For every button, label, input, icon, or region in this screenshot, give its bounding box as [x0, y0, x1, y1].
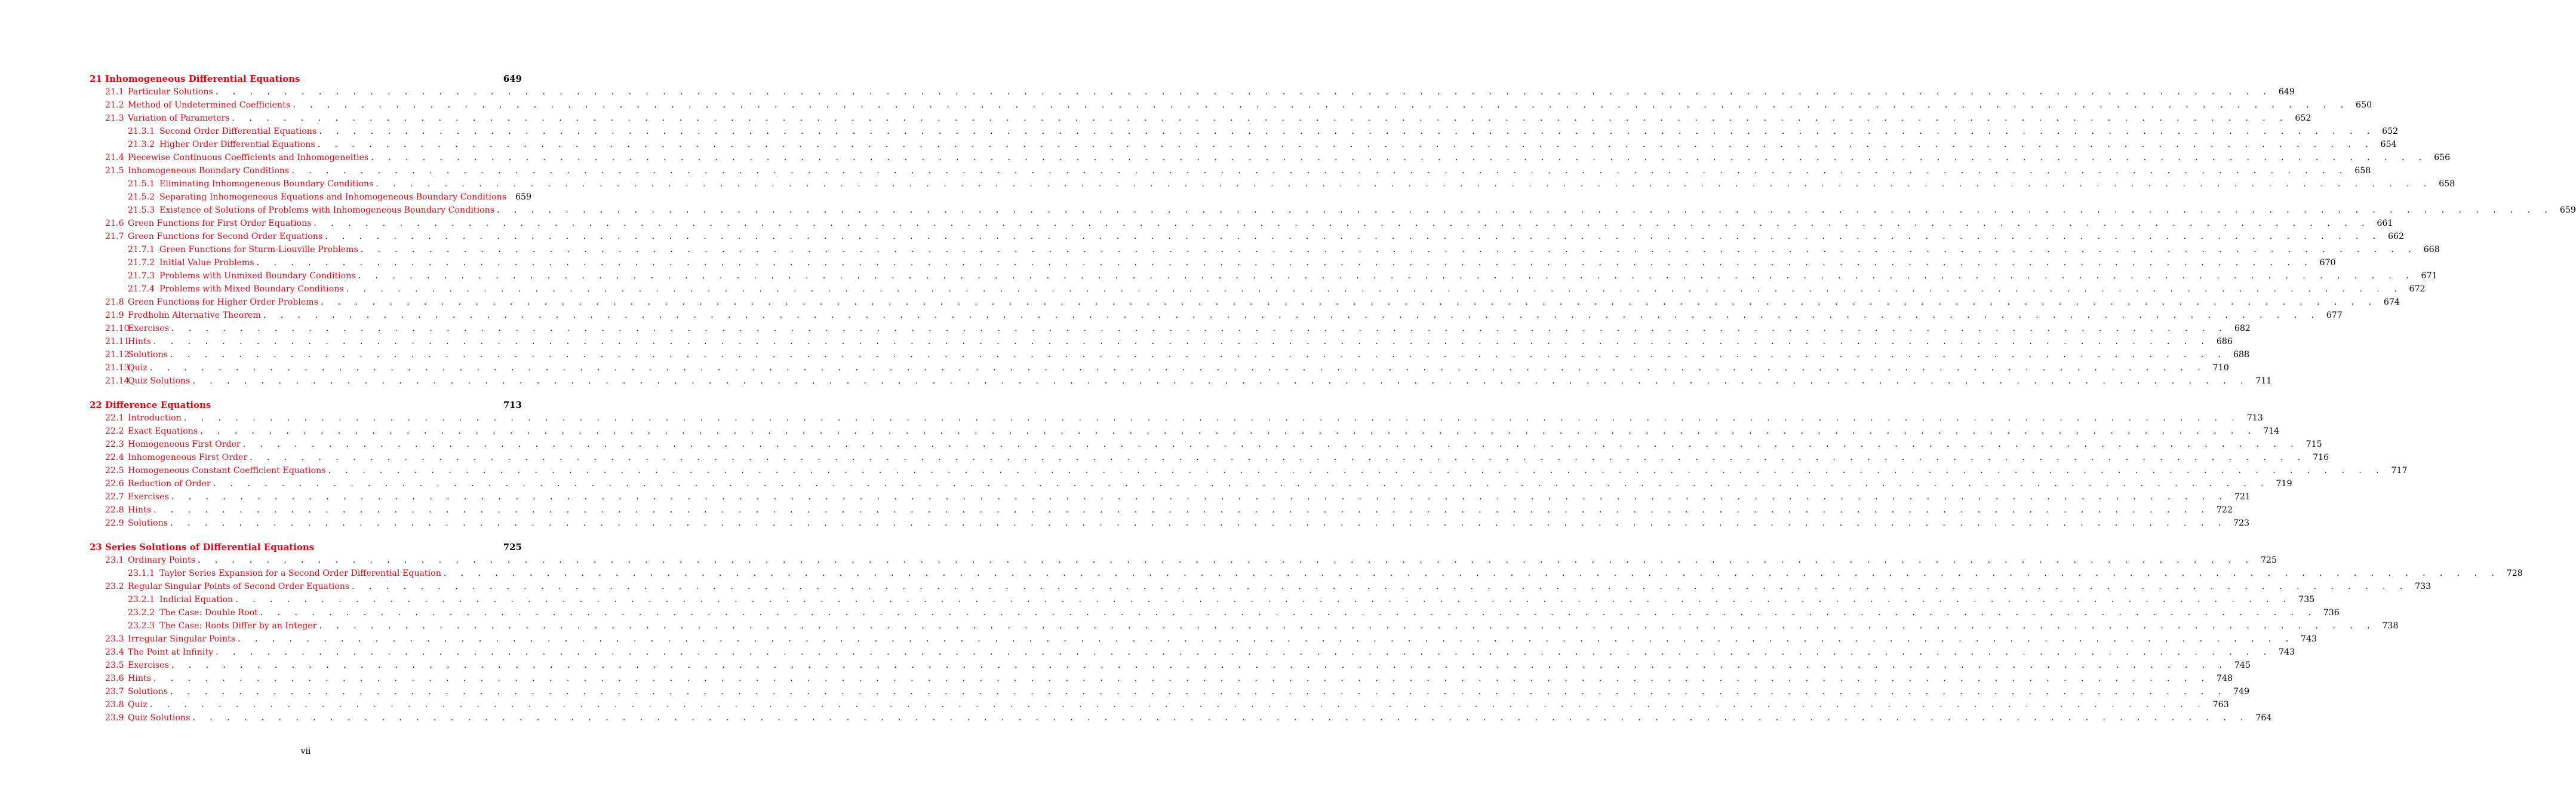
dot-leader: . . . . . . . . . . . . . . . . . . . . . . . . . . . . . . . . . . . . . . . . . . . . . . . . . . . . . . . . . . . . . . . . . . . . . . . . . . . . . . . . . . . . . . . . . . . . . . . . . . . . . . . . . . . . . . . . . . . . . . . .	[352, 582, 2409, 591]
dot-leader: . . . . . . . . . . . . . . . . . . . . . . . . . . . . . . . . . . . . . . . . . . . . . . . . . . . . . . . . . . . . . . . . . . . . . . . . . . . . . . . . . . . . . . . . . . . . . . . . . . . . . . . . . . . . . . . . . . . . . . . .	[171, 324, 2228, 333]
toc-section-link[interactable]	[90, 698, 2229, 711]
entry-page-number: 659	[2559, 205, 2576, 215]
entry-number: 21.5	[105, 166, 124, 176]
entry-number: 22.2	[105, 426, 124, 436]
entry-title: Green Functions for Sturm-Liouville Problems	[159, 245, 358, 254]
table-of-contents	[90, 72, 2576, 735]
entry-number: 23.4	[105, 647, 124, 657]
chapter-heading-link[interactable]	[90, 541, 522, 554]
entry-title: Higher Order Differential Equations	[159, 140, 315, 149]
dot-leader: . . . . . . . . . . . . . . . . . . . . . . . . . . . . . . . . . . . . . . . . . . . . . . . . . . . . . . . . . . . . . . . . . . . . . . . . . . . . . . . . . . . . . . . . . . . . . . . . . . . . . . . . . . . . . . . . . . . . . . . .	[358, 271, 2415, 281]
toc-subsection-link[interactable]	[90, 567, 2523, 580]
entry-title: Problems with Mixed Boundary Conditions	[159, 284, 344, 294]
entry-page-number: 764	[2255, 713, 2272, 723]
entry-title: Quiz Solutions	[128, 713, 190, 723]
entry-page-number: 714	[2263, 426, 2280, 436]
toc-section-link[interactable]	[90, 711, 2272, 725]
entry-title: Solutions	[128, 687, 168, 696]
entry-title: Hints	[128, 337, 152, 346]
entry-title: Homogeneous Constant Coefficient Equations	[128, 466, 326, 475]
entry-number: 22.1	[105, 413, 124, 423]
chapter-title: Inhomogeneous Differential Equations	[105, 73, 300, 84]
entry-page-number: 745	[2234, 661, 2251, 670]
toc-section-link[interactable]	[90, 685, 2250, 698]
toc-section-link[interactable]	[90, 412, 2263, 425]
toc-section-link[interactable]	[90, 112, 2311, 125]
entry-page-number: 658	[2354, 166, 2371, 176]
entry-number: 21.3	[105, 113, 124, 123]
entry-number: 23.5	[105, 661, 124, 670]
entry-title: Irregular Singular Points	[128, 634, 236, 644]
entry-title: Initial Value Problems	[159, 258, 254, 268]
entry-title: Exercises	[128, 492, 169, 502]
entry-number: 21.4	[105, 153, 124, 162]
entry-number: 22.6	[105, 479, 124, 489]
dot-leader: . . . . . . . . . . . . . . . . . . . . . . . . . . . . . . . . . . . . . . . . . . . . . . . . . . . . . . . . . . . . . . . . . . . . . . . . . . . . . . . . . . . . . . . . . . . . . . . . . . . . . . . . . . . . . . . . . . . . . . . .	[376, 179, 2433, 189]
toc-section-link[interactable]	[90, 659, 2251, 672]
entry-title: Piecewise Continuous Coefficients and Inhomogeneities	[128, 153, 369, 162]
dot-leader: . . . . . . . . . . . . . . . . . . . . . . . . . . . . . . . . . . . . . . . . . . . . . . . . . . . . . . . . . . . . . . . . . . . . . . . . . . . . . . . . . . . . . . . . . . . . . . . . . . . . . . . . . . . . . . . . . . . . . . . .	[313, 219, 2371, 228]
entry-page-number: 659	[515, 192, 532, 202]
chapter-block	[90, 72, 2576, 388]
entry-title: Quiz	[128, 363, 147, 373]
toc-section-link[interactable]	[90, 438, 2322, 451]
entry-page-number: 748	[2216, 674, 2233, 683]
entry-number: 21.10	[105, 324, 130, 333]
dot-leader: . . . . . . . . . . . . . . . . . . . . . . . . . . . . . . . . . . . . . . . . . . . . . . . . . . . . . . . . . . . . . . . . . . . . . . . . . . . . . . . . . . . . . . . . . . . . . . . . . . . . . . . . . . . . . . . . . . . . . . . .	[232, 113, 2289, 123]
toc-section-link[interactable]	[90, 296, 2400, 309]
entry-title: Regular Singular Points of Second Order Equations	[128, 582, 350, 591]
dot-leader: . . . . . . . . . . . . . . . . . . . . . . . . . . . . . . . . . . . . . . . . . . . . . . . . . . . . . . . . . . . . . . . . . . . . . . . . . . . . . . . . . . . . . . . . . . . . . . . . . . . . . . . . . . . . . . . . . . . . . . . .	[291, 166, 2348, 176]
dot-leader: . . . . . . . . . . . . . . . . . . . . . . . . . . . . . . . . . . . . . . . . . . . . . . . . . . . . . . . . . . . . . . . . . . . . . . . . . . . . . . . . . . . . . . . . . . . . . . . . . . . . . . . . . . . . . . . . . . . . . . . .	[198, 555, 2255, 565]
entry-title: Separating Inhomogeneous Equations and Inhomogeneous Boundary Conditions	[159, 192, 507, 202]
entry-title: Variation of Parameters	[128, 113, 230, 123]
dot-leader: . . . . . . . . . . . . . . . . . . . . . . . . . . . . . . . . . . . . . . . . . . . . . . . . . . . . . . . . . . . . . . . . . . . . . . . . . . . . . . . . . . . . . . . . . . . . . . . . . . . . . . . . . . . . . . . . . . . . . . . .	[215, 87, 2272, 97]
entry-number: 21.5.1	[128, 179, 155, 189]
chapter-page-number: 725	[503, 542, 522, 552]
chapter-title: Series Solutions of Differential Equations	[105, 542, 315, 552]
toc-subsection-link[interactable]	[90, 606, 2340, 619]
dot-leader: . . . . . . . . . . . . . . . . . . . . . . . . . . . . . . . . . . . . . . . . . . . . . . . . . . . . . . . . . . . . . . . . . . . . . . . . . . . . . . . . . . . . . . . . . . . . . . . . . . . . . . . . . . . . . . . . . . . . . . . .	[171, 661, 2228, 670]
toc-section-link[interactable]	[90, 151, 2451, 164]
entry-number: 21.7.3	[128, 271, 155, 281]
entry-title: The Case: Double Root	[159, 608, 258, 618]
toc-section-link[interactable]	[90, 580, 2431, 593]
entry-page-number: 716	[2313, 453, 2329, 462]
chapter-heading-link[interactable]	[90, 72, 522, 85]
dot-leader: . . . . . . . . . . . . . . . . . . . . . . . . . . . . . . . . . . . . . . . . . . . . . . . . . . . . . . . . . . . . . . . . . . . . . . . . . . . . . . . . . . . . . . . . . . . . . . . . . . . . . . . . . . . . . . . . . . . . . . . .	[371, 153, 2428, 162]
chapter-number: 22	[90, 400, 102, 410]
entry-page-number: 736	[2323, 608, 2340, 618]
entry-page-number: 738	[2382, 621, 2399, 631]
dot-leader: . . . . . . . . . . . . . . . . . . . . . . . . . . . . . . . . . . . . . . . . . . . . . . . . . . . . . . . . . . . . . . . . . . . . . . . . . . . . . . . . . . . . . . . . . . . . . . . . . . . . . . . . . . . . . . . . . . . . . . . .	[497, 205, 2553, 215]
dot-leader: . . . . . . . . . . . . . . . . . . . . . . . . . . . . . . . . . . . . . . . . . . . . . . . . . . . . . . . . . . . . . . . . . . . . . . . . . . . . . . . . . . . . . . . . . . . . . . . . . . . . . . . . . . . . . . . . . . . . . . . .	[346, 284, 2403, 294]
entry-title: The Point at Infinity	[128, 647, 214, 657]
entry-title: Solutions	[128, 518, 168, 528]
toc-subsection-link[interactable]	[90, 593, 2315, 606]
entry-title: Existence of Solutions of Problems with Inhomogeneous Boundary Conditions	[159, 205, 495, 215]
entry-number: 21.7.1	[128, 245, 155, 254]
entry-number: 23.6	[105, 674, 124, 683]
entry-page-number: 728	[2506, 569, 2523, 578]
dot-leader: . . . . . . . . . . . . . . . . . . . . . . . . . . . . . . . . . . . . . . . . . . . . . . . . . . . . . . . . . . . . . . . . . . . . . . . . . . . . . . . . . . . . . . . . . . . . . . . . . . . . . . . . . . . . . . . . . . . . . . . .	[319, 621, 2376, 631]
entry-page-number: 671	[2421, 271, 2437, 281]
entry-number: 23.1.1	[128, 569, 155, 578]
entry-page-number: 743	[2301, 634, 2317, 644]
toc-subsection-link[interactable]	[90, 283, 2426, 296]
dot-leader: . . . . . . . . . . . . . . . . . . . . . . . . . . . . . . . . . . . . . . . . . . . . . . . . . . . . . . . . . . . . . . . . . . . . . . . . . . . . . . . . . . . . . . . . . . . . . . . . . . . . . . . . . . . . . . . . . . . . . . . .	[321, 297, 2377, 307]
entry-number: 21.6	[105, 219, 124, 228]
entry-title: Green Functions for Higher Order Problems	[128, 297, 319, 307]
dot-leader: . . . . . . . . . . . . . . . . . . . . . . . . . . . . . . . . . . . . . . . . . . . . . . . . . . . . . . . . . . . . . . . . . . . . . . . . . . . . . . . . . . . . . . . . . . . . . . . . . . . . . . . . . . . . . . . . . . . . . . . .	[235, 595, 2292, 604]
chapter-page-number: 713	[503, 400, 522, 410]
entry-number: 22.7	[105, 492, 124, 502]
entry-title: Hints	[128, 505, 152, 515]
entry-page-number: 649	[2278, 87, 2295, 97]
entry-page-number: 652	[2295, 113, 2311, 123]
entry-title: Taylor Series Expansion for a Second Order Differential Equation	[159, 569, 441, 578]
dot-leader: . . . . . . . . . . . . . . . . . . . . . . . . . . . . . . . . . . . . . . . . . . . . . . . . . . . . . . . . . . . . . . . . . . . . . . . . . . . . . . . . . . . . . . . . . . . . . . . . . . . . . . . . . . . . . . . . . . . . . . . .	[256, 258, 2313, 268]
entry-number: 23.2.2	[128, 608, 155, 618]
toc-section-link[interactable]	[90, 554, 2277, 567]
entry-page-number: 763	[2212, 700, 2229, 710]
chapter-number: 21	[90, 73, 102, 84]
dot-leader: . . . . . . . . . . . . . . . . . . . . . . . . . . . . . . . . . . . . . . . . . . . . . . . . . . . . . . . . . . . . . . . . . . . . . . . . . . . . . . . . . . . . . . . . . . . . . . . . . . . . . . . . . . . . . . . . . . . . . . . .	[149, 700, 2206, 710]
entry-number: 23.9	[105, 713, 124, 723]
entry-number: 22.3	[105, 440, 124, 449]
entry-page-number: 711	[2255, 376, 2272, 386]
entry-page-number: 654	[2380, 140, 2397, 149]
entry-page-number: 719	[2276, 479, 2292, 489]
entry-title: Exercises	[128, 324, 169, 333]
toc-section-link[interactable]	[90, 361, 2229, 374]
entry-number: 21.5.2	[128, 192, 155, 202]
entry-title: Method of Undetermined Coefficients	[128, 100, 291, 110]
toc-section-link[interactable]	[90, 464, 2408, 477]
toc-section-link[interactable]	[90, 646, 2295, 659]
chapter-number: 23	[90, 542, 102, 552]
entry-number: 23.2.3	[128, 621, 155, 631]
entry-number: 23.1	[105, 555, 124, 565]
dot-leader: . . . . . . . . . . . . . . . . . . . . . . . . . . . . . . . . . . . . . . . . . . . . . . . . . . . . . . . . . . . . . . . . . . . . . . . . . . . . . . . . . . . . . . . . . . . . . . . . . . . . . . . . . . . . . . . . . . . . . . . .	[328, 466, 2385, 475]
entry-number: 23.8	[105, 700, 124, 710]
dot-leader: . . . . . . . . . . . . . . . . . . . . . . . . . . . . . . . . . . . . . . . . . . . . . . . . . . . . . . . . . . . . . . . . . . . . . . . . . . . . . . . . . . . . . . . . . . . . . . . . . . . . . . . . . . . . . . . . . . . . . . . .	[360, 245, 2417, 254]
entry-title: Exercises	[128, 661, 169, 670]
toc-subsection-link[interactable]	[90, 191, 532, 204]
entry-number: 21.14	[105, 376, 130, 386]
toc-section-link[interactable]	[90, 425, 2280, 438]
dot-leader: . . . . . . . . . . . . . . . . . . . . . . . . . . . . . . . . . . . . . . . . . . . . . . . . . . . . . . . . . . . . . . . . . . . . . . . . . . . . . . . . . . . . . . . . . . . . . . . . . . . . . . . . . . . . . . . . . . . . . . . .	[170, 350, 2227, 360]
chapter-page-number: 649	[503, 73, 522, 84]
dot-leader: . . . . . . . . . . . . . . . . . . . . . . . . . . . . . . . . . . . . . . . . . . . . . . . . . . . . . . . . . . . . . . . . . . . . . . . . . . . . . . . . . . . . . . . . . . . . . . . . . . . . . . . . . . . . . . . . . . . . . . . .	[250, 453, 2307, 462]
entry-number: 23.2.1	[128, 595, 155, 604]
dot-leader: . . . . . . . . . . . . . . . . . . . . . . . . . . . . . . . . . . . . . . . . . . . . . . . . . . . . . . . . . . . . . . . . . . . . . . . . . . . . . . . . . . . . . . . . . . . . . . . . . . . . . . . . . . . . . . . . . . . . . . . .	[319, 127, 2376, 136]
toc-section-link[interactable]	[90, 99, 2372, 112]
dot-leader: . . . . . . . . . . . . . . . . . . . . . . . . . . . . . . . . . . . . . . . . . . . . . . . . . . . . . . . . . . . . . . . . . . . . . . . . . . . . . . . . . . . . . . . . . . . . . . . . . . . . . . . . . . . . . . . . . . . . . . . .	[293, 100, 2350, 110]
chapter-block	[90, 398, 2408, 530]
toc-section-link[interactable]	[90, 164, 2371, 177]
entry-page-number: 674	[2383, 297, 2400, 307]
entry-page-number: 650	[2356, 100, 2372, 110]
entry-number: 21.11	[105, 337, 130, 346]
dot-leader: . . . . . . . . . . . . . . . . . . . . . . . . . . . . . . . . . . . . . . . . . . . . . . . . . . . . . . . . . . . . . . . . . . . . . . . . . . . . . . . . . . . . . . . . . . . . . . . . . . . . . . . . . . . . . . . . . . . . . . . .	[216, 647, 2273, 657]
dot-leader: . . . . . . . . . . . . . . . . . . . . . . . . . . . . . . . . . . . . . . . . . . . . . . . . . . . . . . . . . . . . . . . . . . . . . . . . . . . . . . . . . . . . . . . . . . . . . . . . . . . . . . . . . . . . . . . . . . . . . . . .	[183, 413, 2240, 423]
chapter-block	[90, 541, 2523, 725]
entry-title: Green Functions for First Order Equations	[128, 219, 312, 228]
toc-section-link[interactable]	[90, 477, 2292, 490]
dot-leader: . . . . . . . . . . . . . . . . . . . . . . . . . . . . . . . . . . . . . . . . . . . . . . . . . . . . . . . . . . . . . . . . . . . . . . . . . . . . . . . . . . . . . . . . . . . . . . . . . . . . . . . . . . . . . . . . . . . . . . . .	[170, 687, 2227, 696]
entry-number: 21.3.1	[128, 127, 155, 136]
entry-page-number: 749	[2233, 687, 2250, 696]
dot-leader: . . . . . . . . . . . . . . . . . . . . . . . . . . . . . . . . . . . . . . . . . . . . . . . . . . . . . . . . . . . . . . . . . . . . . . . . . . . . . . . . . . . . . . . . . . . . . . . . . . . . . . . . . . . . . . . . . . . . . . . .	[153, 674, 2210, 683]
dot-leader: . . . . . . . . . . . . . . . . . . . . . . . . . . . . . . . . . . . . . . . . . . . . . . . . . . . . . . . . . . . . . . . . . . . . . . . . . . . . . . . . . . . . . . . . . . . . . . . . . . . . . . . . . . . . . . . . . . . . . . . .	[153, 505, 2210, 515]
entry-page-number: 710	[2212, 363, 2229, 373]
entry-title: Hints	[128, 674, 152, 683]
entry-number: 23.2	[105, 582, 124, 591]
entry-page-number: 686	[2216, 337, 2233, 346]
entry-number: 21.5.3	[128, 205, 155, 215]
entry-title: Exact Equations	[128, 426, 198, 436]
chapter-title: Difference Equations	[105, 400, 211, 410]
toc-subsection-link[interactable]	[90, 138, 2397, 151]
entry-number: 21.12	[105, 350, 130, 360]
dot-leader: . . . . . . . . . . . . . . . . . . . . . . . . . . . . . . . . . . . . . . . . . . . . . . . . . . . . . . . . . . . . . . . . . . . . . . . . . . . . . . . . . . . . . . . . . . . . . . . . . . . . . . . . . . . . . . . . . . . . . . . .	[149, 363, 2206, 373]
entry-number: 21.7.2	[128, 258, 155, 268]
entry-page-number: 658	[2439, 179, 2455, 189]
entry-page-number: 672	[2409, 284, 2426, 294]
entry-page-number: 722	[2216, 505, 2233, 515]
toc-section-link[interactable]	[90, 374, 2272, 388]
entry-number: 22.5	[105, 466, 124, 475]
toc-section-link[interactable]	[90, 517, 2250, 530]
dot-leader: . . . . . . . . . . . . . . . . . . . . . . . . . . . . . . . . . . . . . . . . . . . . . . . . . . . . . . . . . . . . . . . . . . . . . . . . . . . . . . . . . . . . . . . . . . . . . . . . . . . . . . . . . . . . . . . . . . . . . . . .	[192, 713, 2249, 723]
toc-subsection-link[interactable]	[90, 243, 2440, 256]
dot-leader: . . . . . . . . . . . . . . . . . . . . . . . . . . . . . . . . . . . . . . . . . . . . . . . . . . . . . . . . . . . . . . . . . . . . . . . . . . . . . . . . . . . . . . . . . . . . . . . . . . . . . . . . . . . . . . . . . . . . . . . .	[170, 518, 2227, 528]
entry-page-number: 682	[2234, 324, 2251, 333]
dot-leader: . . . . . . . . . . . . . . . . . . . . . . . . . . . . . . . . . . . . . . . . . . . . . . . . . . . . . . . . . . . . . . . . . . . . . . . . . . . . . . . . . . . . . . . . . . . . . . . . . . . . . . . . . . . . . . . . . . . . . . . .	[317, 140, 2374, 149]
toc-section-link[interactable]	[90, 633, 2317, 646]
entry-title: Solutions	[128, 350, 168, 360]
toc-section-link[interactable]	[90, 217, 2393, 230]
entry-number: 21.9	[105, 311, 124, 320]
entry-page-number: 725	[2260, 555, 2277, 565]
entry-page-number: 661	[2377, 219, 2393, 228]
dot-leader: . . . . . . . . . . . . . . . . . . . . . . . . . . . . . . . . . . . . . . . . . . . . . . . . . . . . . . . . . . . . . . . . . . . . . . . . . . . . . . . . . . . . . . . . . . . . . . . . . . . . . . . . . . . . . . . . . . . . . . . .	[171, 492, 2228, 502]
toc-section-link[interactable]	[90, 309, 2343, 322]
entry-page-number: 743	[2279, 647, 2295, 657]
entry-number: 22.4	[105, 453, 124, 462]
entry-page-number: 735	[2298, 595, 2315, 604]
entry-number: 21.13	[105, 363, 130, 373]
entry-title: Quiz	[128, 700, 147, 710]
entry-page-number: 677	[2326, 311, 2343, 320]
entry-number: 21.7	[105, 232, 124, 241]
entry-number: 21.7.4	[128, 284, 155, 294]
entry-title: Ordinary Points	[128, 555, 196, 565]
toc-section-link[interactable]	[90, 85, 2295, 99]
entry-page-number: 688	[2233, 350, 2250, 360]
dot-leader: . . . . . . . . . . . . . . . . . . . . . . . . . . . . . . . . . . . . . . . . . . . . . . . . . . . . . . . . . . . . . . . . . . . . . . . . . . . . . . . . . . . . . . . . . . . . . . . . . . . . . . . . . . . . . . . . . . . . . . . .	[263, 311, 2320, 320]
dot-leader: . . . . . . . . . . . . . . . . . . . . . . . . . . . . . . . . . . . . . . . . . . . . . . . . . . . . . . . . . . . . . . . . . . . . . . . . . . . . . . . . . . . . . . . . . . . . . . . . . . . . . . . . . . . . . . . . . . . . . . . .	[213, 479, 2270, 489]
toc-subsection-link[interactable]	[90, 204, 2576, 217]
toc-subsection-link[interactable]	[90, 177, 2455, 191]
dot-leader: . . . . . . . . . . . . . . . . . . . . . . . . . . . . . . . . . . . . . . . . . . . . . . . . . . . . . . . . . . . . . . . . . . . . . . . . . . . . . . . . . . . . . . . . . . . . . . . . . . . . . . . . . . . . . . . . . . . . . . . .	[153, 337, 2210, 346]
entry-title: Introduction	[128, 413, 182, 423]
dot-leader: . . . . . . . . . . . . . . . . . . . . . . . . . . . . . . . . . . . . . . . . . . . . . . . . . . . . . . . . . . . . . . . . . . . . . . . . . . . . . . . . . . . . . . . . . . . . . . . . . . . . . . . . . . . . . . . . . . . . . . . .	[325, 232, 2382, 241]
entry-page-number: 662	[2388, 232, 2405, 241]
entry-title: Inhomogeneous First Order	[128, 453, 248, 462]
entry-number: 21.8	[105, 297, 124, 307]
entry-number: 22.9	[105, 518, 124, 528]
entry-title: Second Order Differential Equations	[159, 127, 317, 136]
dot-leader: . . . . . . . . . . . . . . . . . . . . . . . . . . . . . . . . . . . . . . . . . . . . . . . . . . . . . . . . . . . . . . . . . . . . . . . . . . . . . . . . . . . . . . . . . . . . . . . . . . . . . . . . . . . . . . . . . . . . . . . .	[192, 376, 2249, 386]
entry-page-number: 656	[2434, 153, 2451, 162]
entry-title: Quiz Solutions	[128, 376, 190, 386]
entry-page-number: 723	[2233, 518, 2250, 528]
entry-title: Green Functions for Second Order Equations	[128, 232, 323, 241]
entry-page-number: 715	[2306, 440, 2322, 449]
dot-leader: . . . . . . . . . . . . . . . . . . . . . . . . . . . . . . . . . . . . . . . . . . . . . . . . . . . . . . . . . . . . . . . . . . . . . . . . . . . . . . . . . . . . . . . . . . . . . . . . . . . . . . . . . . . . . . . . . . . . . . . .	[443, 569, 2500, 578]
toc-section-link[interactable]	[90, 335, 2233, 348]
toc-section-link[interactable]	[90, 490, 2251, 504]
toc-section-link[interactable]	[90, 348, 2250, 361]
entry-number: 22.8	[105, 505, 124, 515]
page-number: vii	[300, 747, 311, 756]
entry-number: 21.2	[105, 100, 124, 110]
toc-section-link[interactable]	[90, 672, 2233, 685]
entry-page-number: 733	[2415, 582, 2431, 591]
chapter-heading-link[interactable]	[90, 398, 522, 412]
toc-section-link[interactable]	[90, 230, 2405, 243]
toc-section-link[interactable]	[90, 322, 2251, 335]
dot-leader: . . . . . . . . . . . . . . . . . . . . . . . . . . . . . . . . . . . . . . . . . . . . . . . . . . . . . . . . . . . . . . . . . . . . . . . . . . . . . . . . . . . . . . . . . . . . . . . . . . . . . . . . . . . . . . . . . . . . . . . .	[200, 426, 2257, 436]
toc-section-link[interactable]	[90, 504, 2233, 517]
entry-title: Eliminating Inhomogeneous Boundary Conditions	[159, 179, 374, 189]
entry-title: Indicial Equation	[159, 595, 233, 604]
entry-title: Reduction of Order	[128, 479, 211, 489]
entry-number: 23.7	[105, 687, 124, 696]
entry-number: 21.3.2	[128, 140, 155, 149]
entry-title: Inhomogeneous Boundary Conditions	[128, 166, 290, 176]
dot-leader: . . . . . . . . . . . . . . . . . . . . . . . . . . . . . . . . . . . . . . . . . . . . . . . . . . . . . . . . . . . . . . . . . . . . . . . . . . . . . . . . . . . . . . . . . . . . . . . . . . . . . . . . . . . . . . . . . . . . . . . .	[242, 440, 2300, 449]
toc-subsection-link[interactable]	[90, 619, 2399, 633]
entry-title: Fredholm Alternative Theorem	[128, 311, 261, 320]
entry-number: 21.1	[105, 87, 124, 97]
toc-subsection-link[interactable]	[90, 125, 2399, 138]
entry-page-number: 668	[2423, 245, 2440, 254]
dot-leader: . . . . . . . . . . . . . . . . . . . . . . . . . . . . . . . . . . . . . . . . . . . . . . . . . . . . . . . . . . . . . . . . . . . . . . . . . . . . . . . . . . . . . . . . . . . . . . . . . . . . . . . . . . . . . . . . . . . . . . . .	[238, 634, 2295, 644]
entry-title: Problems with Unmixed Boundary Conditions	[159, 271, 356, 281]
dot-leader: . . . . . . . . . . . . . . . . . . . . . . . . . . . . . . . . . . . . . . . . . . . . . . . . . . . . . . . . . . . . . . . . . . . . . . . . . . . . . . . . . . . . . . . . . . . . . . . . . . . . . . . . . . . . . . . . . . . . . . . .	[260, 608, 2317, 618]
entry-title: Particular Solutions	[128, 87, 213, 97]
entry-number: 23.3	[105, 634, 124, 644]
toc-subsection-link[interactable]	[90, 269, 2437, 283]
entry-title: Homogeneous First Order	[128, 440, 241, 449]
toc-subsection-link[interactable]	[90, 256, 2336, 269]
entry-page-number: 713	[2246, 413, 2263, 423]
entry-page-number: 652	[2382, 127, 2399, 136]
toc-section-link[interactable]	[90, 451, 2329, 464]
entry-title: The Case: Roots Differ by an Integer	[159, 621, 317, 631]
entry-page-number: 670	[2319, 258, 2336, 268]
entry-page-number: 721	[2234, 492, 2251, 502]
entry-page-number: 717	[2391, 466, 2408, 475]
